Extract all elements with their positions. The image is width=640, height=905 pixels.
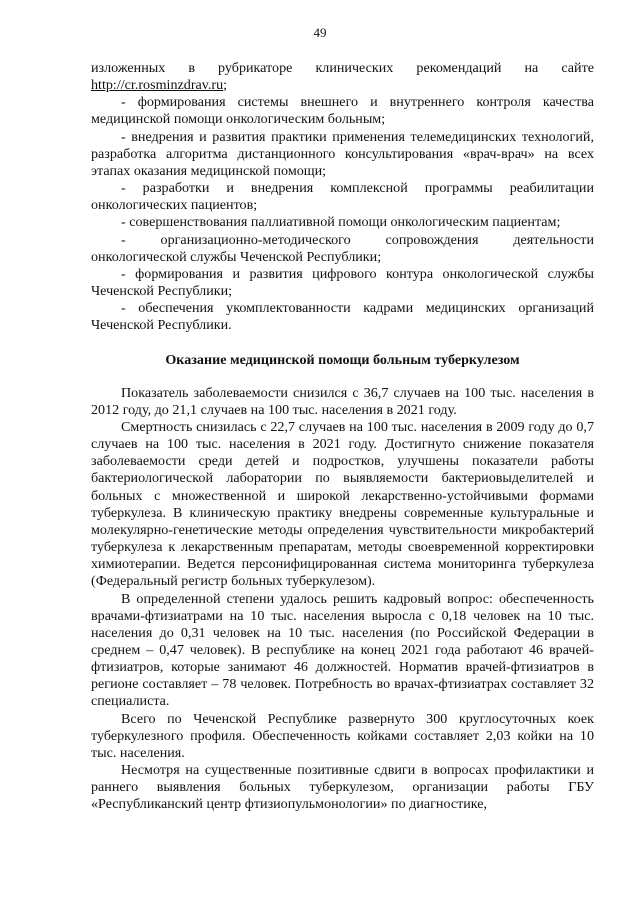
intro-tail: ; <box>223 77 228 94</box>
bullet-item: - совершенствования паллиативной помощи онкологическим пациентам; <box>121 214 561 231</box>
body-paragraph: Смертность снизилась с 22,7 случаев на 100 тыс. населения в 2009 году до 0,7 случаев на 100 тыс. населения в 2021 году. Достигнуто снижение показателя заболеваемости среди детей и подростков, улучшены показатели работы бактериологической лаборатории по выявляемости бактериовыделителей и больных с множественной и широкой лекарственно-устойчивыми формами туберкулеза. В клиническую практику внедрены современные культуральные и молекулярно-генетические методы определения чувствительности микробактерий туберкулеза к лекарственным препаратам, методы своевременной корректировки химиотерапии. Ведется персонифицированная система мониторинга туберкулеза (Федеральный регистр больных туберкулезом). <box>91 418 594 590</box>
page-number: 49 <box>313 25 327 40</box>
section-title: Оказание медицинской помощи больным туберкулезом <box>165 351 520 368</box>
bullet-item: - внедрения и развития практики применения телемедицинских технологий, разработка алгоритма дистанционного консультирования «врач-врач» на всех этапах оказания медицинской помощи; <box>91 128 594 179</box>
intro-text: изложенных в рубрикаторе клинических рекомендаций на сайте <box>91 60 594 76</box>
intro-paragraph <box>91 60 594 94</box>
bullet-item: - обеспечения укомплектованности кадрами медицинских организаций Чеченской Республики. <box>91 300 594 334</box>
bullet-item: - разработки и внедрения комплексной программы реабилитации онкологических пациентов; <box>91 180 594 214</box>
rubricator-link[interactable]: http://cr.rosminzdrav.ru <box>91 77 224 94</box>
bullet-item: - формирования и развития цифрового контура онкологической службы Чеченской Республики; <box>91 265 594 300</box>
page-content <box>91 60 594 814</box>
bullet-item: - организационно-методического сопровождения деятельности онкологической службы Чеченской Республики; <box>91 231 594 265</box>
body-paragraph: В определенной степени удалось решить кадровый вопрос: обеспеченность врачами-фтизиатрами на 10 тыс. населения выросла с 0,18 человек на 10 тыс. населения до 0,31 человек на 10 тыс. населения (по Российской Федерации в среднем – 0,47 человек). В республике на конец 2021 года работают 46 врачей-фтизиатров, которые занимают 46 должностей. Норматив врачей-фтизиатров в регионе составляет – 78 человек. Потребность во врачах-фтизиатрах составляет 32 специалиста. <box>91 590 594 710</box>
bullet-item: - формирования системы внешнего и внутреннего контроля качества медицинской помощи онкологическим больным; <box>91 94 594 128</box>
body-paragraph: Несмотря на существенные позитивные сдвиги в вопросах профилактики и раннего выявления больных туберкулезом, организации работы ГБУ «Республиканский центр фтизиопульмонологии» по диагностике, <box>91 762 594 813</box>
body-paragraph: Показатель заболеваемости снизился с 36,7 случаев на 100 тыс. населения в 2012 году, до 21,1 случаев на 100 тыс. населения в 2021 году. <box>91 384 594 418</box>
body-paragraph: Всего по Чеченской Республике развернуто 300 круглосуточных коек туберкулезного профиля. Обеспеченность койками составляет 2,03 койки на 10 тыс. населения. <box>91 710 594 761</box>
